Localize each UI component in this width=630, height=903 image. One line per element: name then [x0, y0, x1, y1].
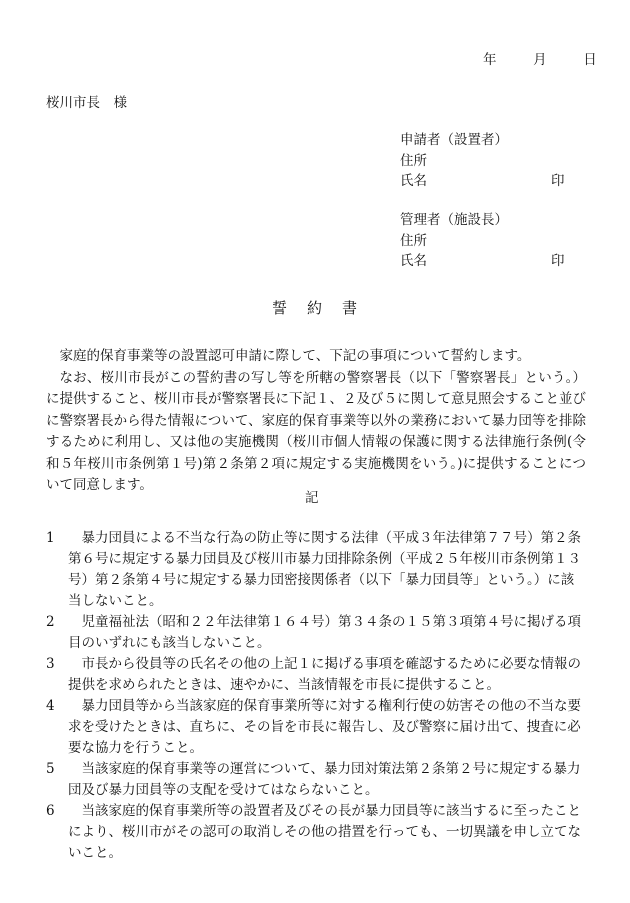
list-item [46, 696, 586, 759]
date-day: 日 [583, 52, 597, 68]
manager-seal: 印 [551, 253, 565, 269]
applicant-name-label: 氏名 [400, 173, 427, 189]
applicant-address-label: 住所 [400, 153, 427, 169]
list-item [46, 528, 586, 612]
item-text: 当該家庭的保育事業所等の設置者及びその長が暴力団員等に該当するに至ったことにより、桜川市がその認可の取消しその他の措置を行っても、一切異議を申し立てないこと。 [68, 803, 581, 861]
pledge-items [46, 528, 586, 864]
manager-name-label: 氏名 [400, 253, 427, 269]
item-number: 3 [46, 656, 55, 672]
item-text: 暴力団員による不当な行為の防止等に関する法律（平成３年法律第７７号）第２条第６号に規定する暴力団員及び桜川市暴力団排除条例（平成２５年桜川市条例第１３号）第２条第４号に規定する暴力団密接関係者（以下「暴力団員等」という。）に該当しないこと。 [68, 530, 581, 609]
list-item [46, 612, 586, 654]
applicant-heading: 申請者（設置者） [400, 132, 508, 148]
manager-address-label: 住所 [400, 233, 427, 249]
item-text: 当該家庭的保育事業等の運営について、暴力団対策法第２条第２号に規定する暴力団及び暴力団員等の支配を受けてはならないこと。 [68, 761, 581, 798]
item-text: 暴力団員等から当該家庭的保育事業所等に対する権利行使の妨害その他の不当な要求を受けたときは、直ちに、その旨を市長に報告し、及び警察に届け出て、捜査に必要な協力を行うこと。 [68, 698, 581, 756]
intro-paragraph-1: 家庭的保育事業等の設置認可申請に際して、下記の事項について誓約します。 [59, 348, 531, 364]
date-year: 年 [483, 52, 497, 68]
document-title: 誓約書 [272, 299, 378, 317]
ki-marker: 記 [305, 490, 319, 506]
item-number: 6 [46, 803, 55, 819]
item-text: 児童福祉法（昭和２２年法律第１６４号）第３４条の１５第３項第４号に掲げる項目のいずれにも該当しないこと。 [68, 614, 581, 651]
list-item [46, 759, 586, 801]
date-month: 月 [533, 52, 547, 68]
list-item [46, 654, 586, 696]
manager-heading: 管理者（施設長） [400, 212, 508, 228]
intro-paragraph-2: なお、桜川市長がこの誓約書の写し等を所轄の警察署長（以下「警察署長」という。）に提供すること、桜川市長が警察署長に下記１、２及び５に関して意見照会すること並びに警察署長から得た情報について、家庭的保育事業等以外の業務において暴力団等を排除するために利用し、又は他の実施機関（桜川市個人情報の保護に関する法律施行条例(令和５年桜川市条例第１号)第２条第２項に規定する実施機関をいう。)に提供することについて同意します。 [46, 369, 587, 493]
item-number: 1 [46, 530, 55, 546]
item-number: 4 [46, 698, 55, 714]
addressee: 桜川市長 様 [46, 95, 127, 111]
date-line [483, 48, 597, 68]
item-number: 5 [46, 761, 55, 777]
item-text: 市長から役員等の氏名その他の上記１に掲げる事項を確認するために必要な情報の提供を求められたときは、速やかに、当該情報を市長に提供すること。 [68, 656, 581, 693]
intro-text [46, 346, 586, 497]
item-number: 2 [46, 614, 55, 630]
applicant-seal: 印 [551, 173, 565, 189]
list-item [46, 801, 586, 864]
